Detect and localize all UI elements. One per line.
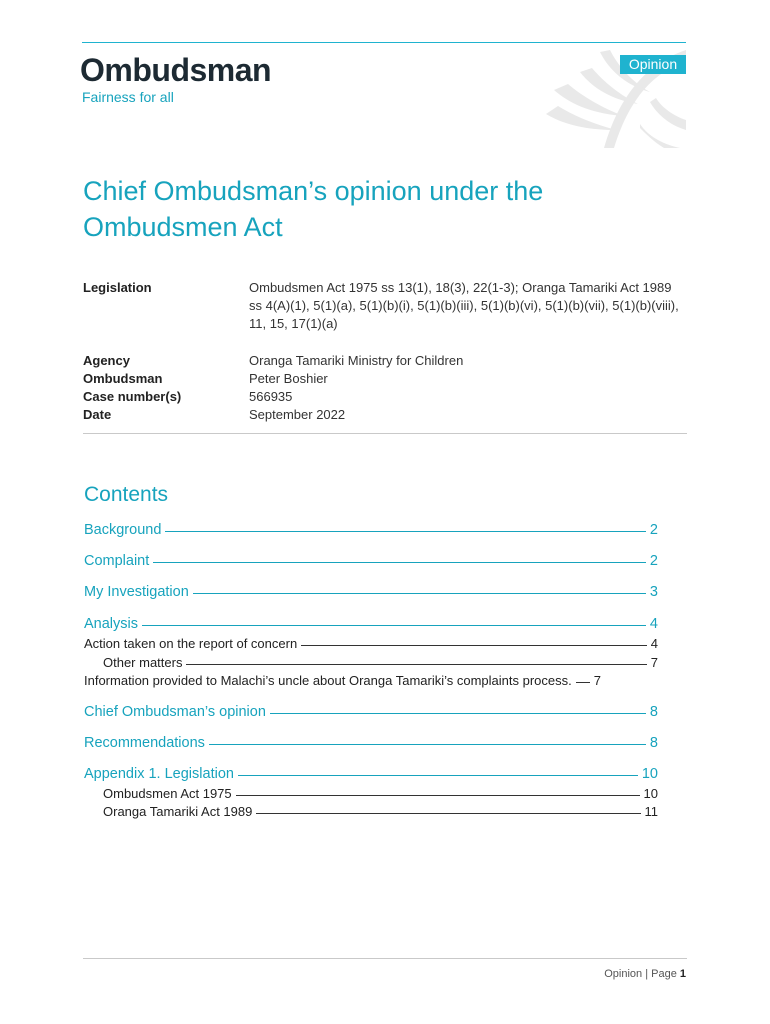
toc-entry-analysis[interactable]	[84, 616, 658, 636]
meta-row-agency	[83, 352, 683, 370]
toc-entry-information-provided[interactable]	[84, 673, 658, 692]
ombudsman-label: Ombudsman	[83, 370, 163, 386]
meta-row-date	[83, 406, 683, 424]
legislation-value: Ombudsmen Act 1975 ss 13(1), 18(3), 22(1-3); Oranga Tamariki Act 1989 ss 4(A)(1), 5(1)(a), 5(1)(b)(i), 5(1)(b)(iii), 5(1)(b)(vi), 5(1)(b)(vii), 5(1)(b)(viii), 11, 15, 17(1)(a)	[249, 280, 679, 332]
toc-label: Appendix 1. Legislation	[84, 765, 234, 782]
case-number-value: 566935	[249, 389, 293, 405]
toc-page: 2	[649, 553, 658, 569]
toc-label: Information provided to Malachi’s uncle about Oranga Tamariki’s complaints process.	[84, 673, 572, 688]
toc-entry-ombudsmen-act[interactable]	[84, 786, 658, 805]
date-value: September 2022	[249, 407, 346, 423]
case-metadata	[83, 279, 683, 424]
toc-page: 2	[649, 522, 658, 538]
toc-entry-complaint[interactable]	[84, 553, 658, 573]
toc-entry-action-taken[interactable]	[84, 636, 658, 655]
toc-label: Recommendations	[84, 734, 205, 751]
legislation-label: Legislation	[83, 280, 152, 295]
toc-entry-appendix[interactable]	[84, 766, 658, 786]
tagline: Fairness for all	[82, 89, 174, 105]
toc-page: 10	[643, 785, 658, 801]
meta-row-legislation	[83, 279, 683, 334]
toc-label: Analysis	[84, 616, 138, 632]
toc-page: 7	[650, 654, 658, 670]
divider	[83, 433, 687, 434]
toc-page: 11	[644, 804, 658, 819]
agency-label: Agency	[83, 352, 130, 368]
toc-entry-my-investigation[interactable]	[84, 584, 658, 604]
table-of-contents	[84, 522, 658, 823]
toc-label: Chief Ombudsman’s opinion	[84, 703, 266, 720]
toc-page: 8	[649, 734, 658, 751]
toc-label: Complaint	[84, 553, 150, 569]
date-label: Date	[83, 407, 112, 423]
toc-label: Other matters	[103, 654, 183, 670]
toc-page: 7	[593, 673, 601, 688]
toc-label: Background	[84, 522, 162, 538]
page-footer	[604, 968, 686, 980]
agency-value: Oranga Tamariki Ministry for Children	[249, 352, 464, 368]
toc-page: 3	[649, 584, 658, 600]
logo-text: Ombudsman	[80, 52, 272, 88]
opinion-badge: Opinion	[620, 55, 686, 74]
page-title: Chief Ombudsman’s opinion under the Ombudsmen Act	[83, 176, 544, 242]
toc-label: Ombudsmen Act 1975	[103, 785, 232, 801]
toc-entry-oranga-tamariki-act[interactable]	[84, 804, 658, 823]
toc-page: 10	[641, 765, 658, 782]
toc-page: 4	[649, 616, 658, 632]
toc-entry-chief-opinion[interactable]	[84, 704, 658, 724]
meta-row-ombudsman	[83, 370, 683, 388]
page-number: 1	[679, 968, 686, 980]
footer-label: Opinion | Page	[604, 968, 677, 980]
toc-label: Action taken on the report of concern	[84, 636, 298, 651]
case-number-label: Case number(s)	[83, 389, 182, 405]
toc-label: Oranga Tamariki Act 1989	[103, 804, 253, 819]
toc-entry-background[interactable]	[84, 522, 658, 542]
toc-entry-recommendations[interactable]	[84, 735, 658, 755]
toc-page: 8	[649, 703, 658, 720]
ombudsman-value: Peter Boshier	[249, 370, 328, 386]
toc-page: 4	[650, 636, 658, 651]
toc-label: My Investigation	[84, 584, 189, 600]
contents-heading: Contents	[84, 483, 169, 506]
footer-rule	[83, 958, 687, 959]
meta-row-case	[83, 388, 683, 406]
toc-entry-other-matters[interactable]	[84, 655, 658, 674]
ombudsman-logo	[80, 52, 271, 89]
